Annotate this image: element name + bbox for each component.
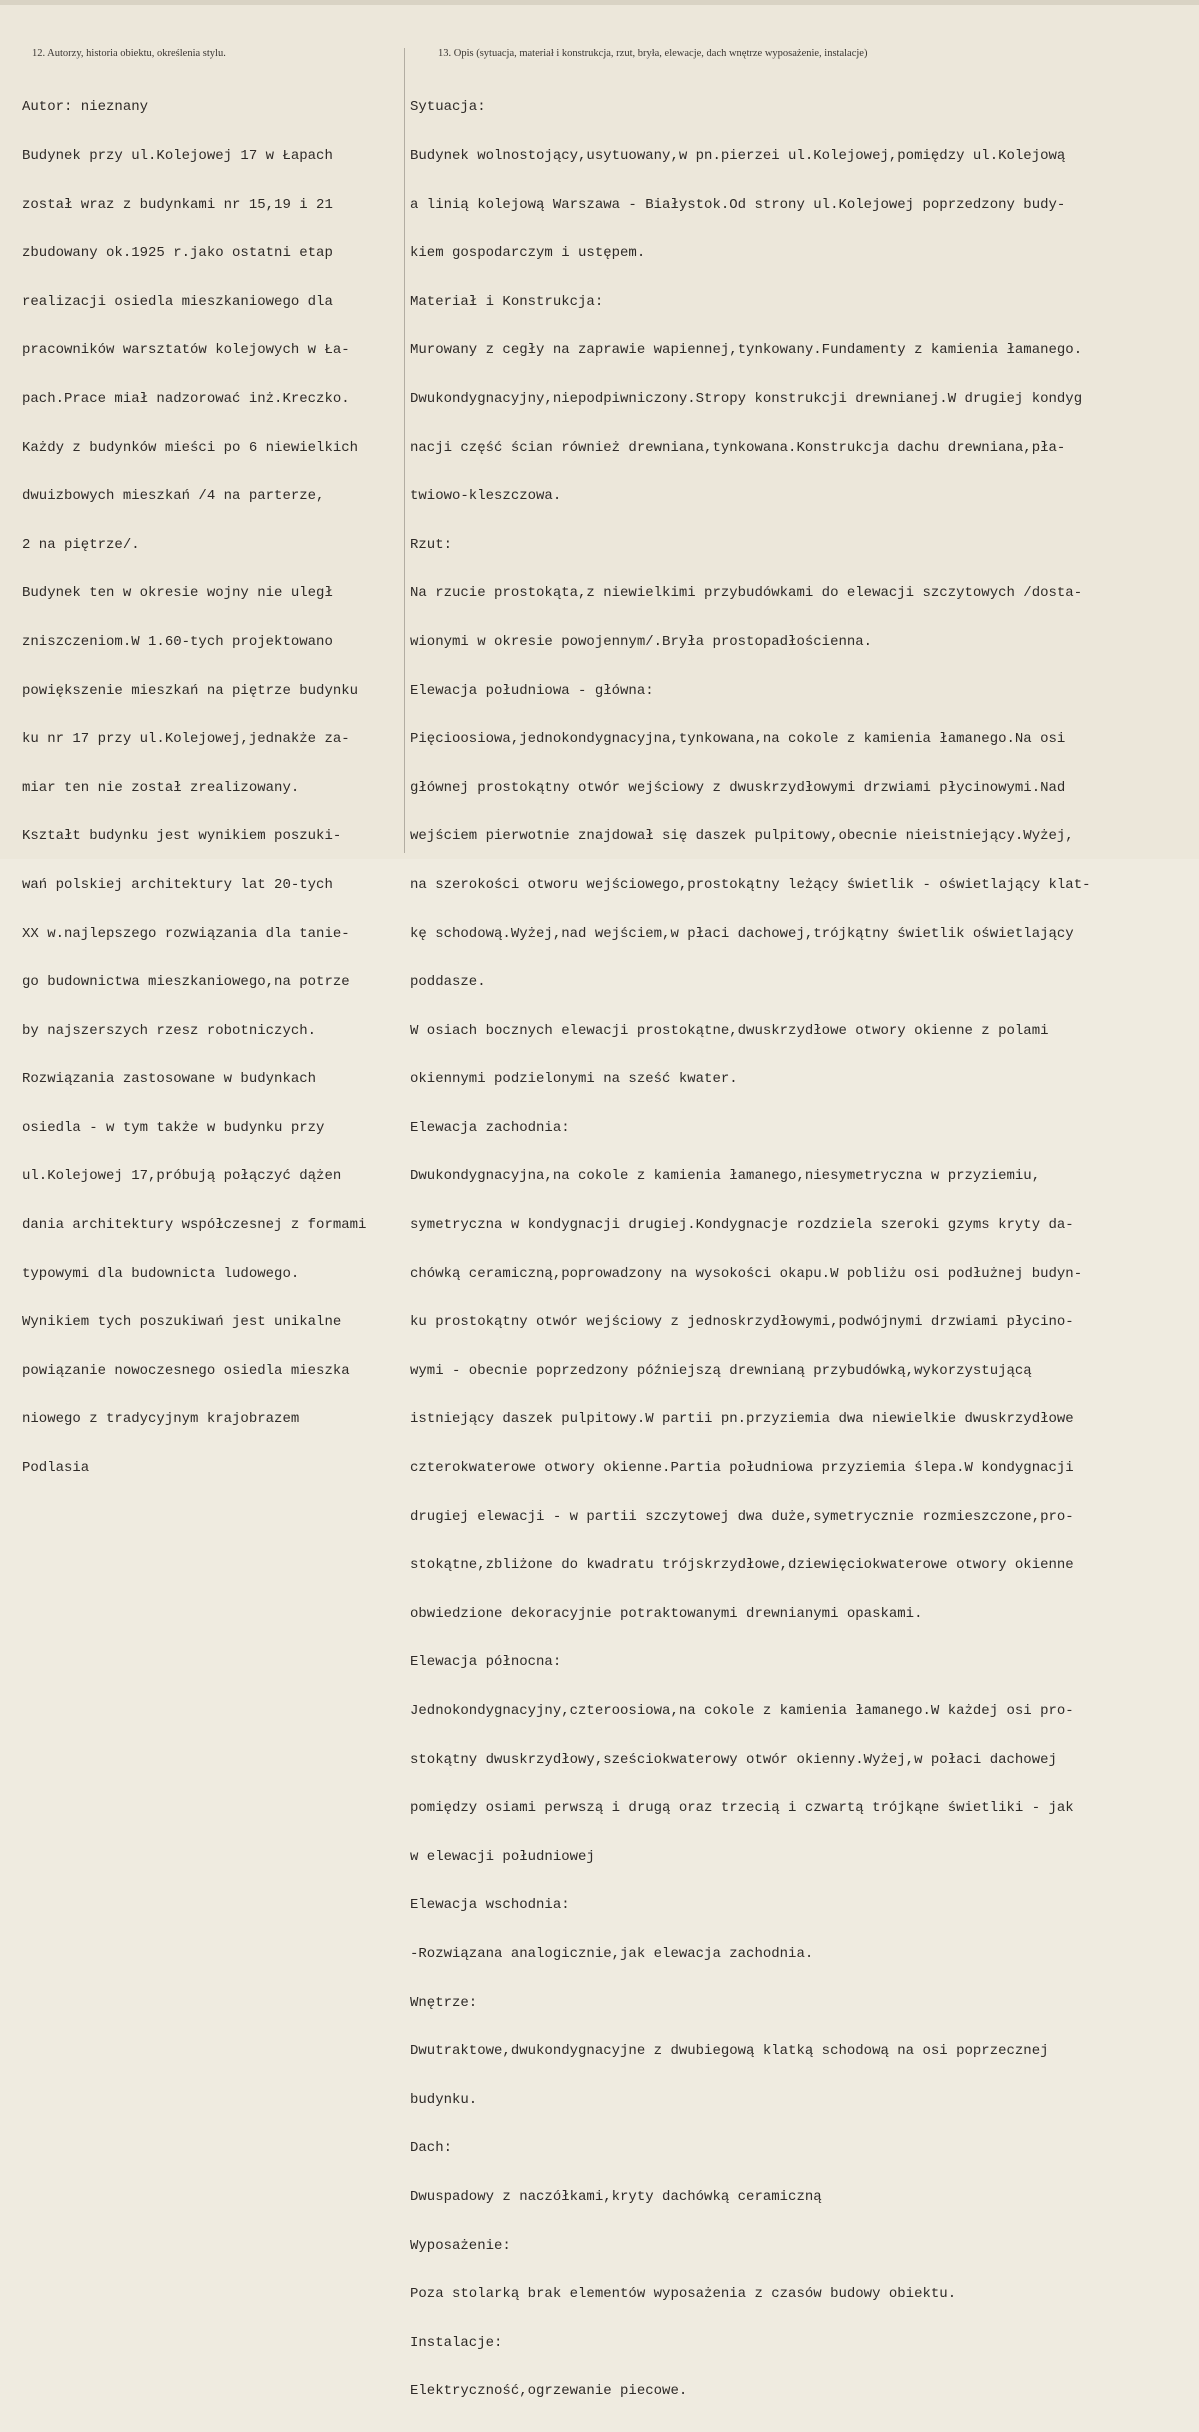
text-line: Dwukondygnacyjny,niepodpiwniczony.Stropy konstrukcji drewnianej.W drugiej kondyg (410, 390, 1083, 407)
text-line: Poza stolarką brak elementów wyposażenia z czasów budowy obiektu. (410, 2286, 957, 2303)
section-12-heading: 12. Autorzy, historia obiektu, określenia stylu. (32, 48, 226, 59)
text-line: powiązanie nowoczesnego osiedla mieszka (22, 1362, 350, 1379)
text-line: Podlasia (22, 1460, 90, 1477)
text-line: obwiedzione dekoracyjnie potraktowanymi drewnianymi opaskami. (410, 1605, 923, 1622)
text-line: Elewacja zachodnia: (410, 1119, 570, 1136)
text-line: stokątne,zbliżone do kwadratu trójskrzydłowe,dziewięciokwaterowe otwory okienne (410, 1557, 1074, 1574)
text-line: Dwukondygnacyjna,na cokole z kamienia łamanego,niesymetryczna w przyziemiu, (410, 1168, 1041, 1185)
text-line: niowego z tradycyjnym krajobrazem (22, 1411, 300, 1428)
authors-history-column (22, 67, 398, 1509)
text-line: chówką ceramiczną,poprowadzony na wysokości okapu.W pobliżu osi podłużnej budyn- (410, 1265, 1083, 1282)
text-line: nacji część ścian również drewniana,tynkowana.Konstrukcja dachu drewniana,pła- (410, 439, 1066, 456)
text-line: kę schodową.Wyżej,nad wejściem,w płaci dachowej,trójkątny świetlik oświetlający (410, 925, 1074, 942)
text-line: kiem gospodarczym i ustępem. (410, 245, 646, 262)
text-line: Budynek przy ul.Kolejowej 17 w Łapach (22, 148, 333, 164)
text-line: realizacji osiedla mieszkaniowego dla (22, 293, 333, 310)
text-line: Jednokondygnacyjny,czteroosiowa,na cokole z kamienia łamanego.W każdej osi pro- (410, 1703, 1074, 1719)
text-line: Każdy z budynków mieści po 6 niewielkich (22, 439, 359, 456)
text-line: Wyposażenie: (410, 2237, 511, 2254)
text-line: Dwutraktowe,dwukondygnacyjne z dwubiegową klatką schodową na osi poprzecznej (410, 2043, 1049, 2060)
text-line: 2 na piętrze/. (22, 536, 140, 553)
text-line: wań polskiej architektury lat 20-tych (22, 876, 333, 893)
text-line: Dach: (410, 2140, 453, 2157)
text-line: Pięcioosiowa,jednokondygnacyjna,tynkowana,na cokole z kamienia łamanego.Na osi (410, 731, 1066, 748)
text-line: Budynek ten w okresie wojny nie uległ (22, 585, 333, 602)
text-line: osiedla - w tym także w budynku przy (22, 1119, 325, 1136)
text-line: Elewacja południowa - główna: (410, 682, 654, 699)
text-line: Instalacje: (410, 2334, 503, 2351)
text-line: powiększenie mieszkań na piętrze budynku (22, 682, 359, 699)
text-line: Wynikiem tych poszukiwań jest unikalne (22, 1314, 342, 1331)
column-divider (404, 48, 405, 853)
text-line: Elewacja północna: (410, 1654, 562, 1671)
text-line: dwuizbowych mieszkań /4 na parterze, (22, 488, 325, 505)
text-line: pomiędzy osiami perwszą i drugą oraz trzecią i czwartą trójkąne świetliki - jak (410, 1800, 1074, 1817)
text-line: ul.Kolejowej 17,próbują połączyć dążen (22, 1168, 342, 1185)
section-13-heading: 13. Opis (sytuacja, materiał i konstrukcja, rzut, bryła, elewacje, dach wnętrze wyposażenie, instalacje) (438, 48, 868, 59)
text-line: -Rozwiązana analogicznie,jak elewacja zachodnia. (410, 1945, 814, 1962)
text-line: Elewacja wschodnia: (410, 1897, 570, 1914)
text-line: Autor: nieznany (22, 99, 149, 116)
text-line: ku nr 17 przy ul.Kolejowej,jednakże za- (22, 731, 350, 748)
text-line: ku prostokątny otwór wejściowy z jednoskrzydłowymi,podwójnymi drzwiami płycino- (410, 1314, 1074, 1331)
text-line: drugiej elewacji - w partii szczytowej dwa duże,symetrycznie rozmieszczone,pro- (410, 1508, 1074, 1525)
text-line: Wnętrze: (410, 1994, 478, 2011)
text-line: czterokwaterowe otwory okienne.Partia południowa przyziemia ślepa.W kondygnacji (410, 1460, 1074, 1477)
text-line: Na rzucie prostokąta,z niewielkimi przybudówkami do elewacji szczytowych /dosta- (410, 585, 1083, 602)
text-line: twiowo-kleszczowa. (410, 488, 562, 505)
text-line: zbudowany ok.1925 r.jako ostatni etap (22, 245, 333, 262)
text-line: a linią kolejową Warszawa - Białystok.Od strony ul.Kolejowej poprzedzony budy- (410, 196, 1066, 213)
text-line: stokątny dwuskrzydłowy,sześciokwaterowy otwór okienny.Wyżej,w połaci dachowej (410, 1751, 1057, 1768)
text-line: Materiał i Konstrukcja: (410, 293, 604, 310)
text-line: okiennymi podzielonymi na sześć kwater. (410, 1071, 738, 1088)
text-line: Dwuspadowy z naczółkami,kryty dachówką ceramiczną (410, 2188, 822, 2205)
text-line: Elektryczność,ogrzewanie piecowe. (410, 2383, 688, 2400)
text-line: wymi - obecnie poprzedzony późniejszą drewnianą przybudówką,wykorzystującą (410, 1362, 1032, 1379)
text-line: budynku. (410, 2091, 478, 2108)
text-line: istniejący daszek pulpitowy.W partii pn.przyziemia dwa niewielkie dwuskrzydłowe (410, 1411, 1074, 1428)
text-line: Murowany z cegły na zaprawie wapiennej,tynkowany.Fundamenty z kamienia łamanego. (410, 342, 1083, 359)
text-line: miar ten nie został zrealizowany. (22, 779, 300, 796)
text-line: Rozwiązania zastosowane w budynkach (22, 1071, 317, 1088)
text-line: Budynek wolnostojący,usytuowany,w pn.pierzei ul.Kolejowej,pomiędzy ul.Kolejową (410, 148, 1066, 164)
text-line: by najszerszych rzesz robotniczych. (22, 1022, 317, 1039)
text-line: symetryczna w kondygnacji drugiej.Kondygnacje rozdziela szeroki gzyms kryty da- (410, 1217, 1074, 1234)
card-top-edge (0, 0, 1199, 5)
text-line: pracowników warsztatów kolejowych w Ła- (22, 342, 350, 359)
text-line: w elewacji południowej (410, 1848, 595, 1865)
text-line: Rzut: (410, 536, 453, 553)
text-line: typowymi dla budownicta ludowego. (22, 1265, 300, 1282)
text-line: W osiach bocznych elewacji prostokątne,dwuskrzydłowe otwory okienne z polami (410, 1022, 1049, 1039)
text-line: pach.Prace miał nadzorować inż.Kreczko. (22, 390, 350, 407)
text-line: zniszczeniom.W 1.60-tych projektowano (22, 633, 333, 650)
text-line: dania architektury współczesnej z formami (22, 1217, 367, 1234)
text-line: został wraz z budynkami nr 15,19 i 21 (22, 196, 333, 213)
text-line: go budownictwa mieszkaniowego,na potrze (22, 974, 350, 991)
text-line: Kształt budynku jest wynikiem poszuki- (22, 828, 342, 845)
text-line: XX w.najlepszego rozwiązania dla tanie- (22, 925, 350, 942)
text-line: poddasze. (410, 974, 486, 991)
text-line: wionymi w okresie powojennym/.Bryła prostopadłościenna. (410, 633, 873, 650)
text-line: głównej prostokątny otwór wejściowy z dwuskrzydłowymi drzwiami płycinowymi.Nad (410, 779, 1066, 796)
text-line: Sytuacja: (410, 99, 486, 116)
text-line: na szerokości otworu wejściowego,prostokątny leżący świetlik - oświetlający klat- (410, 876, 1091, 893)
description-column (410, 67, 1196, 2432)
text-line: wejściem pierwotnie znajdował się daszek pulpitowy,obecnie nieistniejący.Wyżej, (410, 828, 1074, 845)
